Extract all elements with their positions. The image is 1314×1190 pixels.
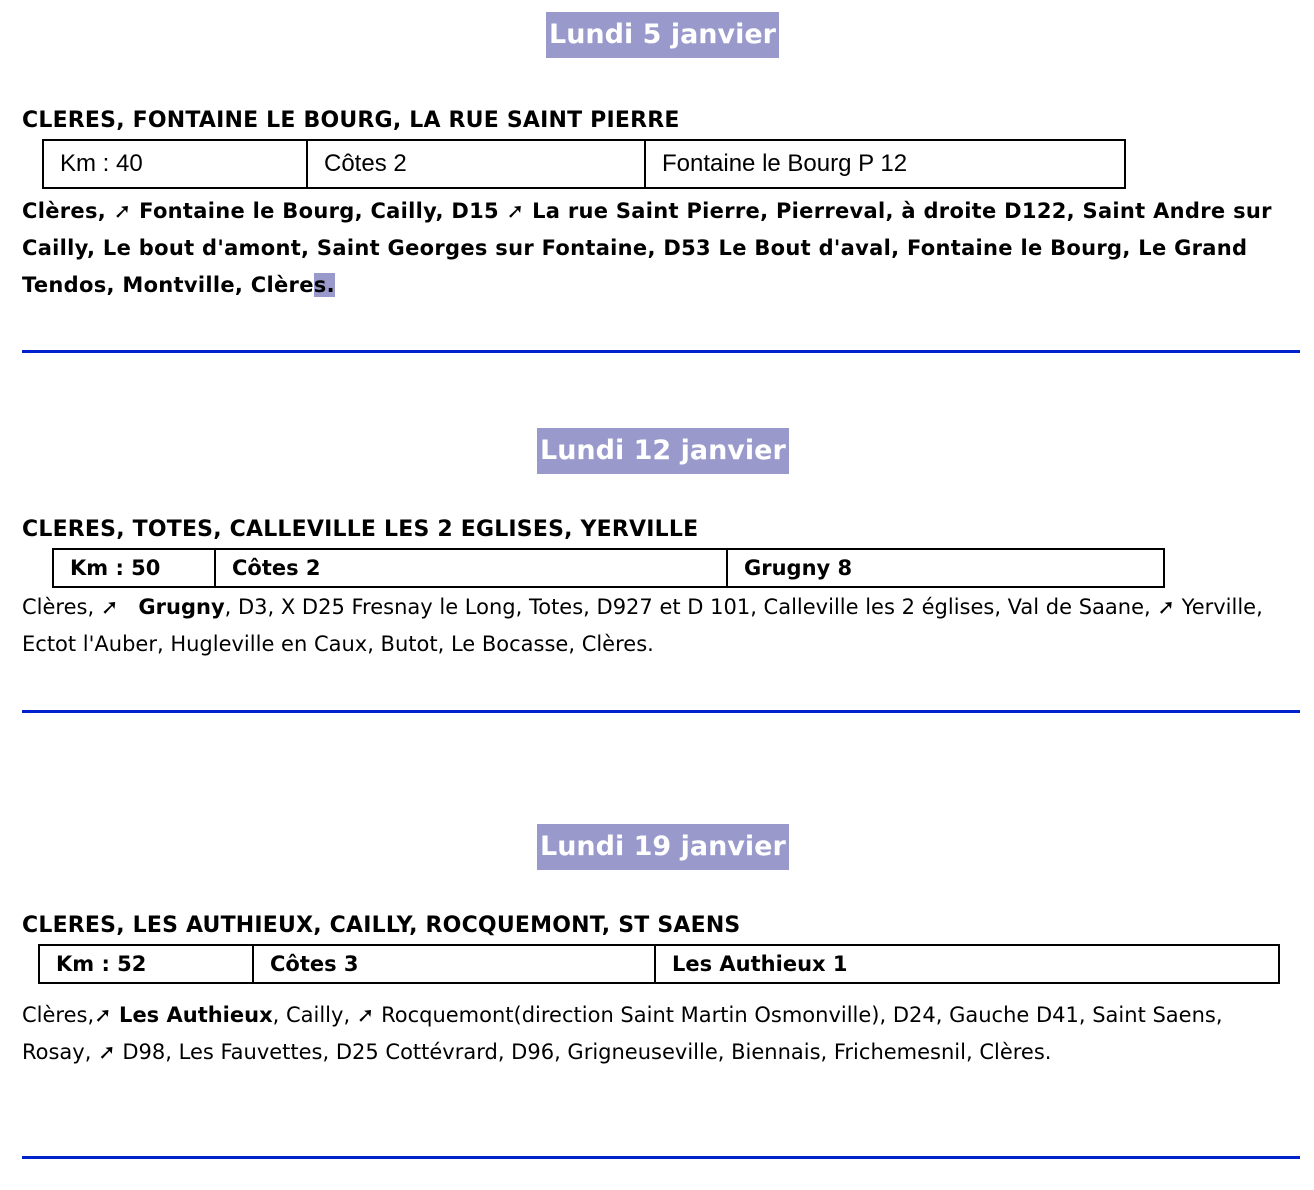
poi-cell: Grugny 8 xyxy=(727,549,1164,587)
km-cell: Km : 52 xyxy=(39,945,253,983)
cotes-cell: Côtes 3 xyxy=(253,945,655,983)
day-title-2: Lundi 12 janvier xyxy=(537,428,789,474)
route-title-3: CLERES, LES AUTHIEUX, CAILLY, ROCQUEMONT, ST SAENS xyxy=(22,913,741,938)
arrow-icon: ➚ xyxy=(94,1003,112,1027)
route-info-table-2 xyxy=(52,548,1165,588)
separator-line xyxy=(22,350,1300,353)
arrow-icon: ➚ xyxy=(98,1040,116,1064)
route-description-2: Clères, ➚ Grugny, D3, X D25 Fresnay le Long, Totes, D927 et D 101, Calleville les 2 églises, Val de Saane, ➚ Yerville, Ectot l'Auber, Hugleville en Caux, Butot, Le Bocasse, Clères. xyxy=(22,595,1263,656)
cotes-cell: Côtes 2 xyxy=(307,140,645,188)
day-title-1: Lundi 5 janvier xyxy=(546,12,779,58)
arrow-icon: ➚ xyxy=(506,199,525,223)
arrow-icon: ➚ xyxy=(113,199,132,223)
route-info-table-3 xyxy=(38,944,1280,984)
cotes-cell: Côtes 2 xyxy=(215,549,727,587)
route-title-1: CLERES, FONTAINE LE BOURG, LA RUE SAINT PIERRE xyxy=(22,108,680,133)
highlight: s. xyxy=(313,273,335,297)
km-cell: Km : 50 xyxy=(53,549,215,587)
separator-line xyxy=(22,710,1300,713)
route-description-1: Clères, ➚ Fontaine le Bourg, Cailly, D15 ➚ La rue Saint Pierre, Pierreval, à droite D122, Saint Andre sur Cailly, Le bout d'amont, Saint Georges sur Fontaine, D53 Le Bout d'aval, Fontaine le Bourg, Le Grand Tendos, Montville, Clères. xyxy=(22,199,1272,297)
km-cell: Km : 40 xyxy=(43,140,307,188)
separator-line xyxy=(22,1156,1300,1159)
arrow-icon: ➚ xyxy=(100,595,119,619)
route-info-table-1 xyxy=(42,139,1126,189)
route-description-3: Clères,➚ Les Authieux, Cailly, ➚ Rocquemont(direction Saint Martin Osmonville), D24, Gauche D41, Saint Saens, Rosay, ➚ D98, Les Fauvettes, D25 Cottévrard, D96, Grigneuseville, Biennais, Frichemesnil, Clères. xyxy=(22,1003,1223,1064)
route-title-2: CLERES, TOTES, CALLEVILLE LES 2 EGLISES, YERVILLE xyxy=(22,517,699,542)
poi-cell: Les Authieux 1 xyxy=(655,945,1279,983)
day-title-3: Lundi 19 janvier xyxy=(537,824,789,870)
arrow-icon: ➚ xyxy=(1157,595,1175,619)
poi-cell: Fontaine le Bourg P 12 xyxy=(645,140,1125,188)
arrow-icon: ➚ xyxy=(356,1003,375,1027)
